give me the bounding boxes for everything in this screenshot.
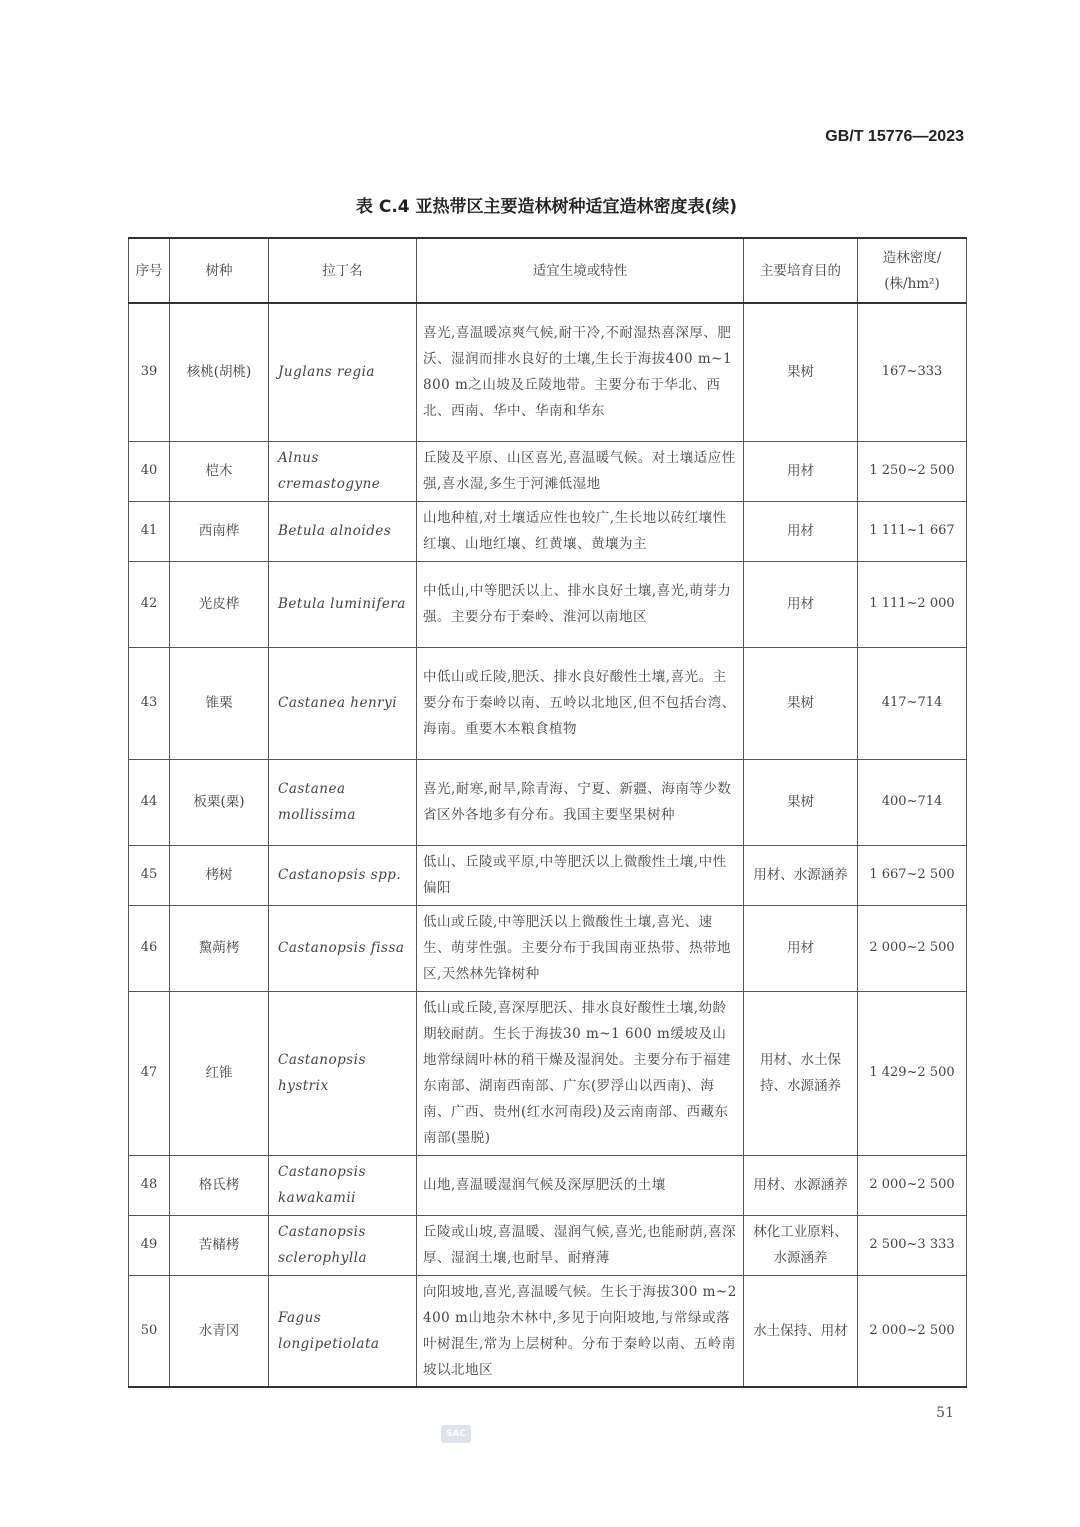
row-latin: Juglans regia (269, 303, 417, 441)
col-header-density-line2: (株/hm²) (884, 275, 940, 292)
col-header-habitat: 适宜生境或特性 (417, 238, 744, 303)
row-species: 格氏栲 (170, 1155, 269, 1215)
row-purpose: 用材 (744, 501, 858, 561)
row-purpose: 果树 (744, 759, 858, 845)
col-header-no: 序号 (129, 238, 170, 303)
table-row (129, 303, 967, 441)
row-purpose: 果树 (744, 647, 858, 759)
col-header-latin: 拉丁名 (269, 238, 417, 303)
row-habitat: 山地,喜温暖湿润气候及深厚肥沃的土壤 (417, 1155, 744, 1215)
row-no: 47 (129, 991, 170, 1155)
row-density: 417~714 (858, 647, 967, 759)
row-latin: Castanopsis sclerophylla (269, 1215, 417, 1275)
row-species: 桤木 (170, 441, 269, 501)
row-habitat: 低山或丘陵,喜深厚肥沃、排水良好酸性土壤,幼龄期较耐荫。生长于海拔30 m~1 600 m缓坡及山地常绿阔叶林的稍干燥及湿润处。主要分布于福建东南部、湖南西南部、广东(罗浮山以西南)、海南、广西、贵州(红水河南段)及云南南部、西藏东南部(墨脱) (417, 991, 744, 1155)
row-latin: Betula luminifera (269, 561, 417, 647)
row-purpose: 用材 (744, 441, 858, 501)
row-latin: Fagus longipetiolata (269, 1275, 417, 1387)
row-density: 1 111~2 000 (858, 561, 967, 647)
row-density: 2 500~3 333 (858, 1215, 967, 1275)
row-density: 1 429~2 500 (858, 991, 967, 1155)
row-no: 45 (129, 845, 170, 905)
table-row (129, 441, 967, 501)
table-row (129, 759, 967, 845)
row-purpose: 用材 (744, 905, 858, 991)
col-header-density (858, 238, 967, 303)
row-latin: Betula alnoides (269, 501, 417, 561)
row-no: 43 (129, 647, 170, 759)
row-no: 49 (129, 1215, 170, 1275)
col-header-density-line1: 造林密度/ (882, 249, 942, 266)
row-species: 西南桦 (170, 501, 269, 561)
row-no: 39 (129, 303, 170, 441)
row-purpose: 林化工业原料、水源涵养 (744, 1215, 858, 1275)
table-row (129, 1215, 967, 1275)
row-habitat: 丘陵或山坡,喜温暖、湿润气候,喜光,也能耐荫,喜深厚、湿润土壤,也耐旱、耐瘠薄 (417, 1215, 744, 1275)
row-habitat: 低山或丘陵,中等肥沃以上微酸性土壤,喜光、速生、萌芽性强。主要分布于我国南亚热带、热带地区,天然林先锋树种 (417, 905, 744, 991)
col-header-purpose: 主要培育目的 (744, 238, 858, 303)
row-species: 锥栗 (170, 647, 269, 759)
table-row (129, 905, 967, 991)
row-species: 苦槠栲 (170, 1215, 269, 1275)
row-latin: Castanopsis hystrix (269, 991, 417, 1155)
row-no: 42 (129, 561, 170, 647)
density-table (128, 237, 967, 1388)
row-no: 46 (129, 905, 170, 991)
row-species: 核桃(胡桃) (170, 303, 269, 441)
row-habitat: 喜光,喜温暖凉爽气候,耐干冷,不耐湿热喜深厚、肥沃、湿润而排水良好的土壤,生长于海拔400 m~1 800 m之山坡及丘陵地带。主要分布于华北、西北、西南、华中、华南和华东 (417, 303, 744, 441)
row-density: 2 000~2 500 (858, 1275, 967, 1387)
table-row (129, 647, 967, 759)
row-density: 2 000~2 500 (858, 1155, 967, 1215)
standard-code: GB/T 15776—2023 (825, 128, 964, 145)
row-species: 水青冈 (170, 1275, 269, 1387)
page-number: 51 (936, 1405, 954, 1421)
row-habitat: 丘陵及平原、山区喜光,喜温暖气候。对土壤适应性强,喜水湿,多生于河滩低湿地 (417, 441, 744, 501)
row-species: 板栗(栗) (170, 759, 269, 845)
row-purpose: 用材 (744, 561, 858, 647)
row-density: 1 250~2 500 (858, 441, 967, 501)
row-latin: Castanopsis kawakamii (269, 1155, 417, 1215)
table-row (129, 991, 967, 1155)
table-header-row (129, 238, 967, 303)
row-latin: Castanopsis fissa (269, 905, 417, 991)
row-species: 栲树 (170, 845, 269, 905)
row-latin: Castanopsis spp. (269, 845, 417, 905)
table-row (129, 1155, 967, 1215)
row-no: 40 (129, 441, 170, 501)
row-habitat: 中低山,中等肥沃以上、排水良好土壤,喜光,萌芽力强。主要分布于秦岭、淮河以南地区 (417, 561, 744, 647)
row-habitat: 中低山或丘陵,肥沃、排水良好酸性土壤,喜光。主要分布于秦岭以南、五岭以北地区,但不包括台湾、海南。重要木本粮食植物 (417, 647, 744, 759)
row-density: 2 000~2 500 (858, 905, 967, 991)
row-purpose: 用材、水土保持、水源涵养 (744, 991, 858, 1155)
row-no: 48 (129, 1155, 170, 1215)
row-density: 167~333 (858, 303, 967, 441)
row-purpose: 果树 (744, 303, 858, 441)
row-species: 黧蒴栲 (170, 905, 269, 991)
row-no: 50 (129, 1275, 170, 1387)
table-row (129, 501, 967, 561)
row-habitat: 山地种植,对土壤适应性也较广,生长地以砖红壤性红壤、山地红壤、红黄壤、黄壤为主 (417, 501, 744, 561)
row-latin: Alnus cremastogyne (269, 441, 417, 501)
row-no: 41 (129, 501, 170, 561)
row-density: 1 111~1 667 (858, 501, 967, 561)
row-no: 44 (129, 759, 170, 845)
row-habitat: 低山、丘陵或平原,中等肥沃以上微酸性土壤,中性偏阳 (417, 845, 744, 905)
row-purpose: 用材、水源涵养 (744, 845, 858, 905)
table-row (129, 561, 967, 647)
row-purpose: 水土保持、用材 (744, 1275, 858, 1387)
col-header-species: 树种 (170, 238, 269, 303)
row-species: 光皮桦 (170, 561, 269, 647)
table-row (129, 1275, 967, 1387)
row-density: 400~714 (858, 759, 967, 845)
row-density: 1 667~2 500 (858, 845, 967, 905)
row-latin: Castanea henryi (269, 647, 417, 759)
table-title: 表 C.4 亚热带区主要造林树种适宜造林密度表(续) (355, 197, 738, 217)
row-purpose: 用材、水源涵养 (744, 1155, 858, 1215)
row-habitat: 向阳坡地,喜光,喜温暖气候。生长于海拔300 m~2 400 m山地杂木林中,多见于向阳坡地,与常绿或落叶树混生,常为上层树种。分布于秦岭以南、五岭南坡以北地区 (417, 1275, 744, 1387)
row-habitat: 喜光,耐寒,耐旱,除青海、宁夏、新疆、海南等少数省区外各地多有分布。我国主要坚果树种 (417, 759, 744, 845)
row-species: 红锥 (170, 991, 269, 1155)
row-latin: Castanea mollissima (269, 759, 417, 845)
sac-logo: SAC (441, 1425, 471, 1443)
table-row (129, 845, 967, 905)
